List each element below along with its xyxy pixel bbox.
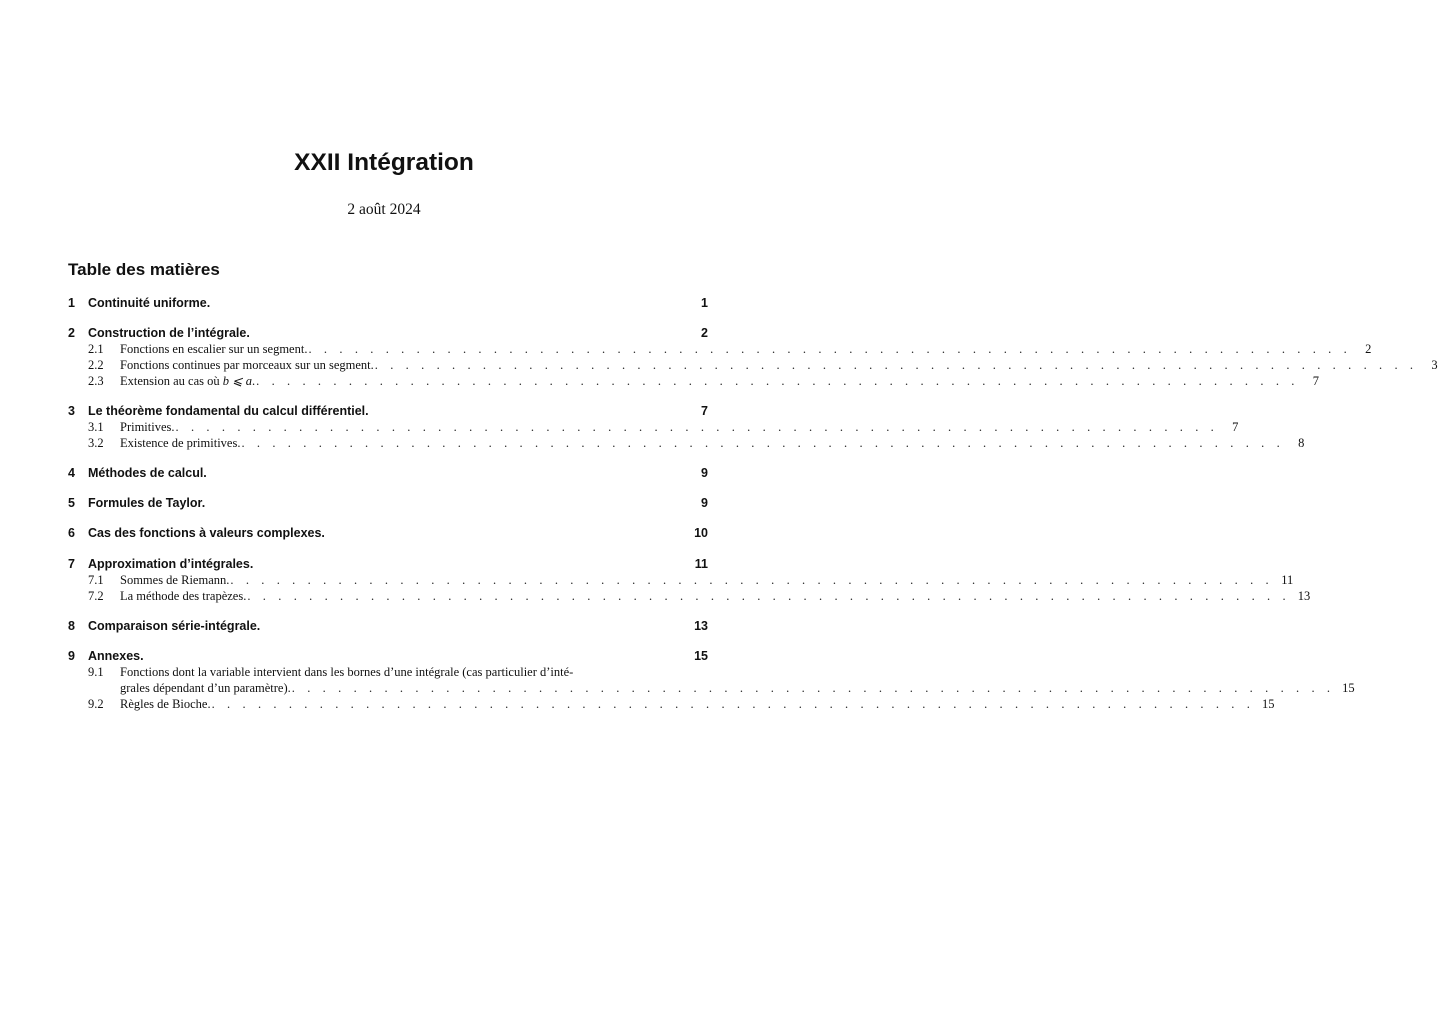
toc-section-page: 11: [694, 557, 708, 571]
toc-section[interactable]: [68, 555, 708, 573]
toc-leader-dots: . . . . . . . . . . . . . . . . . . . . . . . . . . . . . . . . . . . . . . . . . . . . . . . . . . . . . . . . . . . . . . . . . . . .: [256, 374, 1299, 388]
document-date: 2 août 2024: [347, 201, 421, 218]
toc-subsection-number: 9.1: [88, 665, 104, 679]
toc-section[interactable]: [68, 524, 708, 542]
toc-subsection-title: Fonctions en escalier sur un segment.: [120, 342, 308, 356]
toc-subsection-page: 2: [1365, 342, 1372, 356]
toc-section[interactable]: [68, 464, 708, 482]
toc-section-page: 1: [701, 296, 708, 310]
toc-section-title: Formules de Taylor.: [88, 496, 206, 510]
toc-subsection-number: 3.2: [88, 436, 104, 450]
toc-section-page: 10: [694, 526, 708, 540]
toc-leader-dots: . . . . . . . . . . . . . . . . . . . . . . . . . . . . . . . . . . . . . . . . . . . . . . . . . . . . . . . . . . . . . . . . . . . .: [241, 436, 1285, 450]
toc-section-page: 13: [694, 619, 708, 633]
toc-section[interactable]: [68, 617, 708, 635]
toc-subsection-number: 2.2: [88, 358, 104, 372]
toc-subsection-page: 15: [1342, 681, 1355, 695]
toc-section-title: Approximation d’intégrales.: [88, 557, 254, 571]
toc-section-title: Construction de l’intégrale.: [88, 326, 250, 340]
toc-section[interactable]: [68, 402, 708, 420]
toc-subsection-number: 7.1: [88, 573, 104, 587]
toc-section-number: 8: [68, 619, 75, 633]
toc-heading: Table des matières: [68, 260, 220, 279]
toc-subsection[interactable]: [88, 664, 1355, 696]
toc-section-title: Annexes.: [88, 649, 144, 663]
toc-subsection-title-prefix: Extension au cas où: [120, 374, 223, 388]
toc-subsection[interactable]: [88, 435, 1305, 451]
toc-subsection-title-line2-row: [120, 680, 1355, 696]
toc-subsection-page: 7: [1312, 374, 1319, 388]
toc-leader-dots: . . . . . . . . . . . . . . . . . . . . . . . . . . . . . . . . . . . . . . . . . . . . . . . . . . . . . . . . . . . . . . . . . . . .: [230, 573, 1274, 587]
toc-subsection[interactable]: [88, 696, 1275, 712]
toc-leader-dots: . . . . . . . . . . . . . . . . . . . . . . . . . . . . . . . . . . . . . . . . . . . . . . . . . . . . . . . . . . . . . . . . . . . .: [308, 342, 1352, 356]
toc-subsection-number: 7.2: [88, 589, 104, 603]
toc-section[interactable]: [68, 324, 708, 342]
toc-subsection-title-line1: Fonctions dont la variable intervient dans les bornes d’une intégrale (cas particulier d’inté-: [120, 665, 574, 679]
toc-subsection-page: 15: [1261, 697, 1275, 711]
toc-section-number: 3: [68, 404, 75, 418]
toc-section-number: 5: [68, 496, 75, 510]
toc-subsection[interactable]: [88, 419, 1239, 435]
toc-section-number: 2: [68, 326, 75, 340]
toc-section-title: Le théorème fondamental du calcul différentiel.: [88, 404, 369, 418]
toc-subsection[interactable]: [88, 357, 1438, 373]
toc-section-number: 9: [68, 649, 75, 663]
toc-section-page: 9: [701, 466, 708, 480]
toc-section[interactable]: [68, 294, 708, 312]
toc-subsection[interactable]: [88, 373, 1319, 389]
document-title: XXII Intégration: [294, 149, 474, 176]
toc-section[interactable]: [68, 494, 708, 512]
toc-subsection-title: Sommes de Riemann.: [120, 573, 230, 587]
toc-subsection-page: 8: [1298, 436, 1305, 450]
toc-subsection-number: 2.3: [88, 374, 104, 388]
toc-section-page: 2: [701, 326, 708, 340]
toc-subsection-title: Règles de Bioche.: [120, 697, 211, 711]
toc-subsection-page: 13: [1297, 589, 1311, 603]
toc-subsection-title: Primitives.: [120, 420, 175, 434]
toc-leader-dots: . . . . . . . . . . . . . . . . . . . . . . . . . . . . . . . . . . . . . . . . . . . . . . . . . . . . . . . . . . . . . . . . . . . .: [247, 589, 1291, 603]
toc-subsection[interactable]: [88, 588, 1311, 604]
toc-section-number: 6: [68, 526, 75, 540]
toc-subsection-page: 3: [1431, 358, 1438, 372]
toc-subsection-number: 2.1: [88, 342, 104, 356]
toc-subsection-page: 11: [1281, 573, 1294, 587]
toc-section-page: 9: [701, 496, 708, 510]
toc-subsection-number: 9.2: [88, 697, 104, 711]
toc-subsection[interactable]: [88, 572, 1294, 588]
toc-subsection-title-suffix: .: [252, 374, 256, 388]
toc-leader-dots: . . . . . . . . . . . . . . . . . . . . . . . . . . . . . . . . . . . . . . . . . . . . . . . . . . . . . . . . . . . . . . . . . . . .: [211, 697, 1255, 711]
toc-section-page: 7: [701, 404, 708, 418]
toc-section-title: Cas des fonctions à valeurs complexes.: [88, 526, 325, 540]
toc-subsection-title: Fonctions continues par morceaux sur un segment.: [120, 358, 374, 372]
toc-section-title: Comparaison série-intégrale.: [88, 619, 261, 633]
toc-section-number: 7: [68, 557, 75, 571]
toc-subsection-page: 7: [1232, 420, 1239, 434]
toc-section-title: Continuité uniforme.: [88, 296, 211, 310]
toc-leader-dots: . . . . . . . . . . . . . . . . . . . . . . . . . . . . . . . . . . . . . . . . . . . . . . . . . . . . . . . . . . . . . . . . . . . .: [374, 358, 1418, 372]
toc-subsection-title: [120, 373, 255, 389]
toc-subsection-title-line2: grales dépendant d’un paramètre).: [120, 681, 291, 695]
toc-section-title: Méthodes de calcul.: [88, 466, 207, 480]
math-expression: b ⩽ a: [222, 374, 252, 388]
toc-section-number: 4: [68, 466, 75, 480]
toc-leader-dots: . . . . . . . . . . . . . . . . . . . . . . . . . . . . . . . . . . . . . . . . . . . . . . . . . . . . . . . . . . . . . . . . . . . .: [291, 681, 1335, 695]
toc-subsection-title: La méthode des trapèzes.: [120, 589, 247, 603]
toc-subsection[interactable]: [88, 341, 1372, 357]
toc-subsection-number: 3.1: [88, 420, 104, 434]
toc-section-page: 15: [694, 649, 708, 663]
toc-leader-dots: . . . . . . . . . . . . . . . . . . . . . . . . . . . . . . . . . . . . . . . . . . . . . . . . . . . . . . . . . . . . . . . . . . . .: [175, 420, 1219, 434]
toc-section[interactable]: [68, 647, 708, 665]
toc-section-number: 1: [68, 296, 75, 310]
toc-subsection-title: Existence de primitives.: [120, 436, 241, 450]
